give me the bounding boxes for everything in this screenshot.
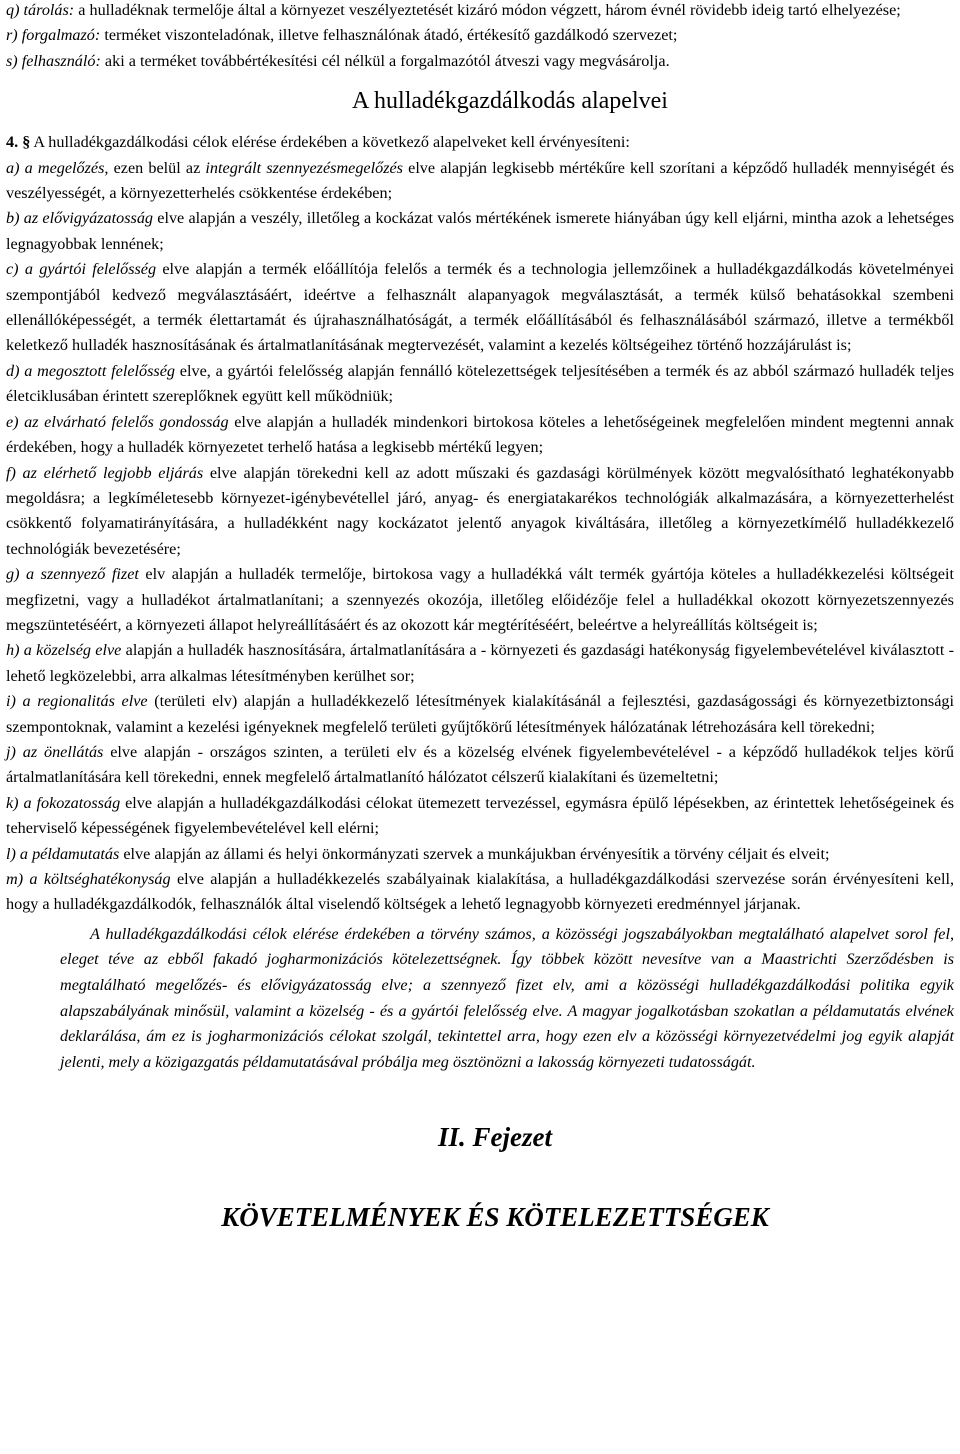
principle-prefix: j) az <box>6 742 44 761</box>
principle-b <box>6 206 954 257</box>
chapter-title: KÖVETELMÉNYEK ÉS KÖTELEZETTSÉGEK <box>221 1202 769 1233</box>
principle-text: elve alapján - országos szinten, a területi elv és a közelség elvének figyelembevételével - a képződő hulladékok teljes körű ártalmatlanítására kell törekedni, ennek megfelelő ártalmatlanító hálózatot célszerű kialakítani és üzemeltetni; <box>6 742 954 787</box>
principle-prefix: m) a <box>6 870 44 888</box>
principle-text: ezen belül az <box>108 158 206 177</box>
definition-term: q) tárolás: <box>6 1 75 19</box>
principle-prefix: e) az <box>6 412 45 431</box>
commentary-text: A hulladékgazdálkodási célok elérése érdekében a törvény számos, a közösségi jogszabályokban megtalálható alapelvet sorol fel, eleget téve az ebből fakadó jogharmonizációs kötelezettségnek. Így többek között nevesítve van a Maastrichti Szerződésben is megtalálható megelőzés- és elővigyázatosság elve; a szennyező fizet elv, ami a közösségi hulladékgazdálkodási politika egyik alapszabályának minősül, valamint a közelség - és a gyártói felelősség elve. A magyar jogalkotásban szokatlan a példamutatás elvének deklarálása, ám ez is jogharmonizációs célokat szolgál, tekintettel arra, hogy ezen elv a közösségi környezetvédelmi jog egyik alapját jelenti, mely a közigazgatás példamutatásával próbálja meg ösztönözni a lakosság környezeti tudatosságát. <box>60 924 954 1071</box>
principle-d <box>6 359 954 410</box>
principle-term: önellátás <box>43 742 104 761</box>
principle-prefix: a) a <box>6 158 38 177</box>
principle-term: fokozatosság <box>36 793 121 812</box>
principle-c <box>6 257 954 359</box>
principle-text: elve alapján törekedni kell az adott műszaki és gazdasági körülmények között megvalósítható leghatékonyabb megoldásra; a legkíméletesebb környezet-igénybevétellel járó, anyag- és energiatakarékos technológiák alkalmazására, a környezetterhelést csökkentő folyamatirányítására, a hulladékként nagy kockázatot jelentő anyagok kiváltására, illetőleg a környezetkímélő hulladékkezelő technológiák bevezetésére; <box>6 463 955 558</box>
principle-prefix: b) az <box>6 209 43 228</box>
definition-term: s) felhasználó: <box>6 51 101 70</box>
section-symbol: § <box>22 133 31 152</box>
principle-text: alapján a hulladék hasznosítására, ártalmatlanítására a - környezeti és gazdasági hatékonyság figyelembevételével kiválasztott - lehető legközelebbi, arra alkalmas létesítményben kerülhet sor; <box>6 641 955 685</box>
principle-i <box>6 689 954 740</box>
principle-prefix: f) az <box>6 463 44 482</box>
principle-prefix: k) a <box>6 793 37 812</box>
principle-k <box>6 791 954 842</box>
principle-l <box>6 842 954 867</box>
principle-term: példamutatás <box>32 844 120 863</box>
principle-term: elővigyázatosság <box>42 209 154 228</box>
principle-term: közelség elve <box>36 641 122 660</box>
principle-m <box>6 867 954 918</box>
definition-text: a hulladéknak termelője által a környezet veszélyeztetését kizáró módon végzett, három évnél rövidebb ideig tartó elhelyezése; <box>74 1 901 19</box>
principle-text: (területi elv) alapján a hulladékkezelő létesítmények kialakításánál a fejlesztési, gazdaságossági és környezetbiztonsági szempontoknak, valamint a kezelési igényeknek megfelelő területi gyűjtőkörű létesítmények hálózatának létrehozására kell törekedni; <box>6 692 955 736</box>
principle-text: elve alapján a hulladék mindenkori birtokosa köteles a lehetőségeinek megfelelően mindent megtenni annak érdekében, hogy a hulladék környezetet terhelő hatása a legkisebb mértékű legyen; <box>6 412 955 457</box>
principle-term: megelőzés, <box>37 158 109 177</box>
principle-term: regionalitás elve <box>37 692 148 711</box>
definition-text: terméket viszonteladónak, illetve felhasználónak átadó, értékesítő gazdálkodó szervezet; <box>100 26 678 45</box>
principle-text: elve alapján legkisebb mértékűre kell szorítani a képződő hulladék mennyiségét és veszélyességét, a környezetterhelés csökkentése érdekében; <box>6 158 954 203</box>
principle-text: elve alapján az állami és helyi önkormányzati szervek a munkájukban érvényesítik a törvény céljait és elveit; <box>119 844 830 863</box>
principle-term: költséghatékonyság <box>43 870 171 888</box>
chapter-number: II. Fejezet <box>438 1122 552 1153</box>
principle-e <box>6 410 954 461</box>
principle-term: megosztott felelősség <box>37 361 176 380</box>
definition-s <box>6 49 954 74</box>
definition-text: aki a terméket továbbértékesítési cél nélkül a forgalmazótól átveszi vagy megvásárolja. <box>100 51 670 70</box>
principle-term: elérhető legjobb eljárás <box>43 463 204 482</box>
principle-text: elve alapján a hulladékgazdálkodási célokat ütemezett tervezéssel, egymásra épülő lépésekben, az érintettek lehetőségeinek és teherviselő képességének figyelembevételével kell elérni; <box>6 793 954 838</box>
principle-prefix: g) a <box>6 565 41 584</box>
principle-text: elve alapján a termék előállítója felelős a termék és a technologia jellemzőinek a hulladékgazdálkodás követelményei szempontjából kedvező megválasztásáért, ideértve a felhasznált alapanyagok megválasztását, a termék külső behatásokkal szembeni ellenállóképességét, a termék élettartamát és újrahasználhatóságát, a termék előállításából és felhasználásából származó, illetve a termékből keletkező hulladék hasznosításának és ártalmatlanításának megtervezését, valamint a kezelés költségeihez történő hozzájárulást is; <box>6 260 955 355</box>
principle-term: gyártói felelősség <box>39 260 157 279</box>
principle-a <box>6 156 954 207</box>
principle-text: elve alapján a hulladékkezelés szabályainak kialakítása, a hulladékgazdálkodási szervezése során érvényesíteni kell, hogy a hulladékgazdálkodók, felhasználók által viselendő költségek a lehető legnagyobb környezeti eredménnyel járjanak. <box>6 870 954 914</box>
principle-prefix: h) a <box>6 641 37 660</box>
principle-prefix: c) a <box>6 260 40 279</box>
principle-text: elve alapján a veszély, illetőleg a kockázat valós mértékének ismerete hiányában úgy kell eljárni, mintha azok a lehetséges legnagyobbak lennének; <box>6 209 954 253</box>
definition-r <box>6 23 954 48</box>
section-number: 4. <box>6 133 23 152</box>
section-heading: A hulladékgazdálkodás alapelvei <box>352 88 668 115</box>
commentary <box>6 922 954 1076</box>
section-4-intro <box>6 130 954 155</box>
definition-q <box>6 0 954 23</box>
principle-text: elve, a gyártói felelősség alapján fennálló kötelezettségek teljesítésében a termék és az abból származó hulladék teljes életciklusában érintett szereplőknek együtt kell működniük; <box>6 361 954 406</box>
principle-j <box>6 740 954 791</box>
principle-term: elvárható felelős gondosság <box>44 412 229 431</box>
principle-text: elv alapján a hulladék termelője, birtokosa vagy a hulladékká vált termék gyártója köteles a hulladékkezelési költségeit megfizetni, vagy a hulladékot ártalmatlanítani; a szennyezés okozója, illetőleg előidézője felel a hulladékkal okozott környezetszennyezés megszüntetéséért, a környezeti állapot helyreállításáért és az okozott kár megtérítéséért, beleértve a helyreállítás költségeit is; <box>6 565 954 634</box>
principle-term: integrált szennyezésmegelőzés <box>205 158 403 177</box>
principle-f <box>6 461 954 563</box>
section-intro-text: A hulladékgazdálkodási célok elérése érdekében a következő alapelveket kell érvényesíteni: <box>30 133 630 152</box>
definition-term: r) forgalmazó: <box>6 26 101 45</box>
principle-term: szennyező fizet <box>40 565 139 584</box>
principle-g <box>6 562 954 638</box>
principle-h <box>6 638 954 689</box>
principle-prefix: d) a <box>6 361 38 380</box>
principle-prefix: l) a <box>6 844 33 863</box>
principle-prefix: i) a <box>6 692 38 711</box>
